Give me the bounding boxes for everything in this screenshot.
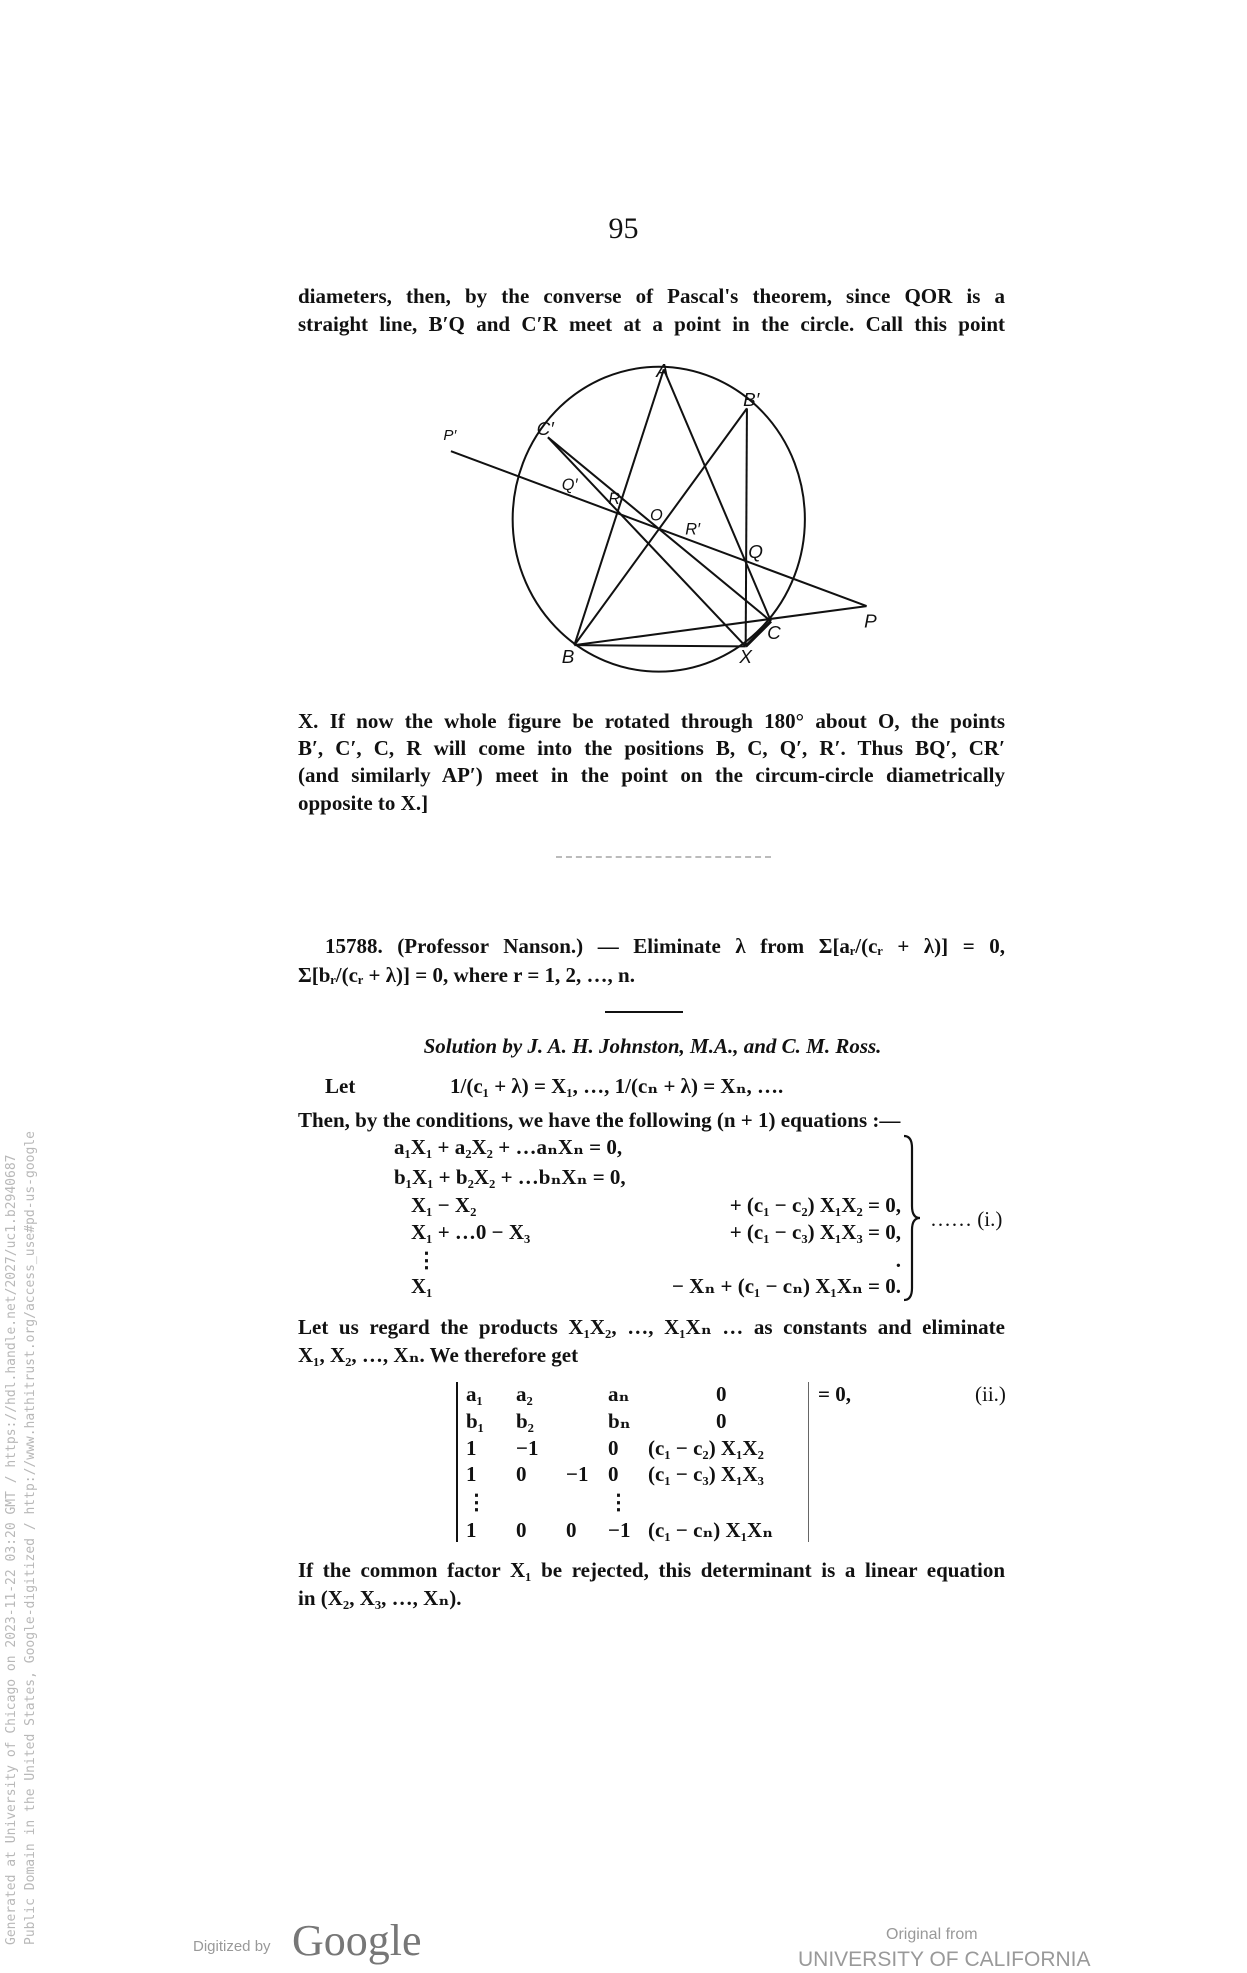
determinant-cell: ⋮ bbox=[466, 1490, 487, 1514]
text-line: diameters, then, by the converse of Pascal's theorem, since QOR is a bbox=[298, 284, 1005, 308]
equation-left: a₁X₁ + a₂X₂ + …aₙXₙ = 0, bbox=[394, 1135, 623, 1159]
label-q: Q bbox=[748, 542, 763, 564]
determinant-cell: ⋮ bbox=[608, 1490, 629, 1514]
line-b-x bbox=[574, 645, 745, 646]
line-bprime-b bbox=[574, 408, 747, 645]
line-cprime-x bbox=[548, 437, 746, 646]
text-line: Then, by the conditions, we have the following (n + 1) equations :— bbox=[298, 1108, 901, 1132]
equation-right: + (c₁ − c₂) X₁X₂ = 0, bbox=[729, 1193, 901, 1217]
right-brace-icon bbox=[902, 1134, 924, 1302]
watermark-line: Generated at University of Chicago on 2023-11-22 03:20 GMT / https://hdl.handle.net/2027/uc1.b2940687 bbox=[4, 1154, 19, 1945]
problem-statement: Σ[bᵣ/(cᵣ + λ)] = 0, where r = 1, 2, …, n. bbox=[298, 963, 635, 987]
determinant-bar-left bbox=[456, 1382, 458, 1542]
text-line: X₁, X₂, …, Xₙ. We therefore get bbox=[298, 1343, 579, 1367]
determinant-cell: 1 bbox=[466, 1462, 477, 1486]
watermark-line: Public Domain in the United States, Google-digitized / http://www.hathitrust.org/access_use#pd-us-google bbox=[23, 1131, 38, 1945]
label-q-prime: Q′ bbox=[561, 476, 578, 495]
equation-right: + (c₁ − c₃) X₁X₃ = 0, bbox=[729, 1220, 901, 1244]
determinant-cell: −1 bbox=[608, 1518, 631, 1542]
label-p-prime: P′ bbox=[443, 426, 457, 444]
equation-left: X₁ bbox=[411, 1274, 433, 1298]
line-b-p bbox=[574, 606, 866, 645]
label-a: A bbox=[656, 360, 669, 382]
determinant-cell: b₂ bbox=[516, 1409, 534, 1433]
determinant-cell: 0 bbox=[516, 1462, 527, 1486]
determinant-cell: −1 bbox=[516, 1436, 539, 1460]
label-c: C bbox=[767, 622, 781, 644]
determinant-cell: 0 bbox=[566, 1518, 577, 1542]
label-r: R bbox=[608, 490, 621, 509]
determinant-cell: 0 bbox=[608, 1436, 619, 1460]
label-b-prime: B′ bbox=[743, 389, 760, 411]
determinant-cell: a₂ bbox=[516, 1382, 533, 1406]
equation-left: ⋮ bbox=[416, 1248, 437, 1272]
determinant-cell: 0 bbox=[716, 1382, 727, 1406]
text-line: If the common factor X₁ be rejected, this determinant is a linear equation bbox=[298, 1558, 1005, 1582]
equation-tag: …… (i.) bbox=[930, 1207, 1003, 1231]
label-b: B bbox=[561, 646, 575, 668]
text-line: Let us regard the products X₁X₂, …, X₁Xₙ … as constants and eliminate bbox=[298, 1315, 1005, 1339]
determinant-cell: 0 bbox=[716, 1409, 727, 1433]
label-o: O bbox=[649, 506, 663, 525]
original-from-label: Original from bbox=[886, 1926, 978, 1943]
problem-statement: 15788. (Professor Nanson.) — Eliminate λ from Σ[aᵣ/(cᵣ + λ)] = 0, bbox=[325, 934, 1005, 958]
equation-left: X₁ − X₂ bbox=[411, 1193, 477, 1217]
determinant-cell: 1 bbox=[466, 1436, 477, 1460]
label-p: P bbox=[864, 611, 877, 633]
equation-tag: (ii.) bbox=[975, 1382, 1006, 1406]
label-c-prime: C′ bbox=[536, 418, 554, 440]
text-line: opposite to X.] bbox=[298, 791, 429, 815]
google-logo: Google bbox=[292, 1916, 422, 1965]
label-r-prime: R′ bbox=[685, 520, 701, 539]
solution-byline: Solution by J. A. H. Johnston, M.A., and C. M. Ross. bbox=[423, 1034, 882, 1058]
determinant-equals: = 0, bbox=[818, 1382, 851, 1406]
page-number: 95 bbox=[608, 212, 639, 245]
determinant-cell: −1 bbox=[566, 1462, 589, 1486]
label-x: X bbox=[739, 646, 752, 668]
determinant-cell: 0 bbox=[516, 1518, 527, 1542]
text-line: X. If now the whole figure be rotated through 180° about O, the points bbox=[298, 709, 1005, 733]
text-line: B′, C′, C, R will come into the positions B, C, Q′, R′. Thus BQ′, CR′ bbox=[298, 736, 1005, 760]
institution-name: UNIVERSITY OF CALIFORNIA bbox=[798, 1948, 1091, 1971]
determinant-cell: (c₁ − c₃) X₁X₃ bbox=[648, 1462, 764, 1486]
text-line: straight line, B′Q and C′R meet at a point in the circle. Call this point bbox=[298, 312, 1005, 336]
determinant-cell: 1 bbox=[466, 1518, 477, 1542]
determinant-cell: bₙ bbox=[608, 1409, 631, 1433]
equation-left: b₁X₁ + b₂X₂ + …bₙXₙ = 0, bbox=[394, 1165, 626, 1189]
let-label: Let bbox=[325, 1074, 356, 1098]
line-bprime-x bbox=[746, 408, 747, 646]
text-line: (and similarly AP′) meet in the point on the circum-circle diametrically bbox=[298, 763, 1005, 787]
section-divider bbox=[556, 856, 771, 858]
determinant-cell: 0 bbox=[608, 1462, 619, 1486]
equation-left: X₁ + …0 − X₃ bbox=[411, 1220, 531, 1244]
equation-right: . bbox=[895, 1248, 901, 1272]
equation-right: − Xₙ + (c₁ − cₙ) X₁Xₙ = 0. bbox=[671, 1274, 901, 1298]
digitized-by-label: Digitized by bbox=[193, 1938, 271, 1955]
determinant-cell: (c₁ − cₙ) X₁Xₙ bbox=[648, 1518, 774, 1542]
let-expression: 1/(c₁ + λ) = X₁, …, 1/(cₙ + λ) = Xₙ, …. bbox=[450, 1074, 784, 1098]
determinant-cell: a₁ bbox=[466, 1382, 483, 1406]
determinant-cell: (c₁ − c₂) X₁X₂ bbox=[648, 1436, 764, 1460]
determinant-cell: b₁ bbox=[466, 1409, 484, 1433]
text-line: in (X₂, X₃, …, Xₙ). bbox=[298, 1586, 462, 1610]
determinant-cell: aₙ bbox=[608, 1382, 630, 1406]
short-rule bbox=[605, 1011, 683, 1013]
determinant-bar-right bbox=[808, 1382, 809, 1542]
